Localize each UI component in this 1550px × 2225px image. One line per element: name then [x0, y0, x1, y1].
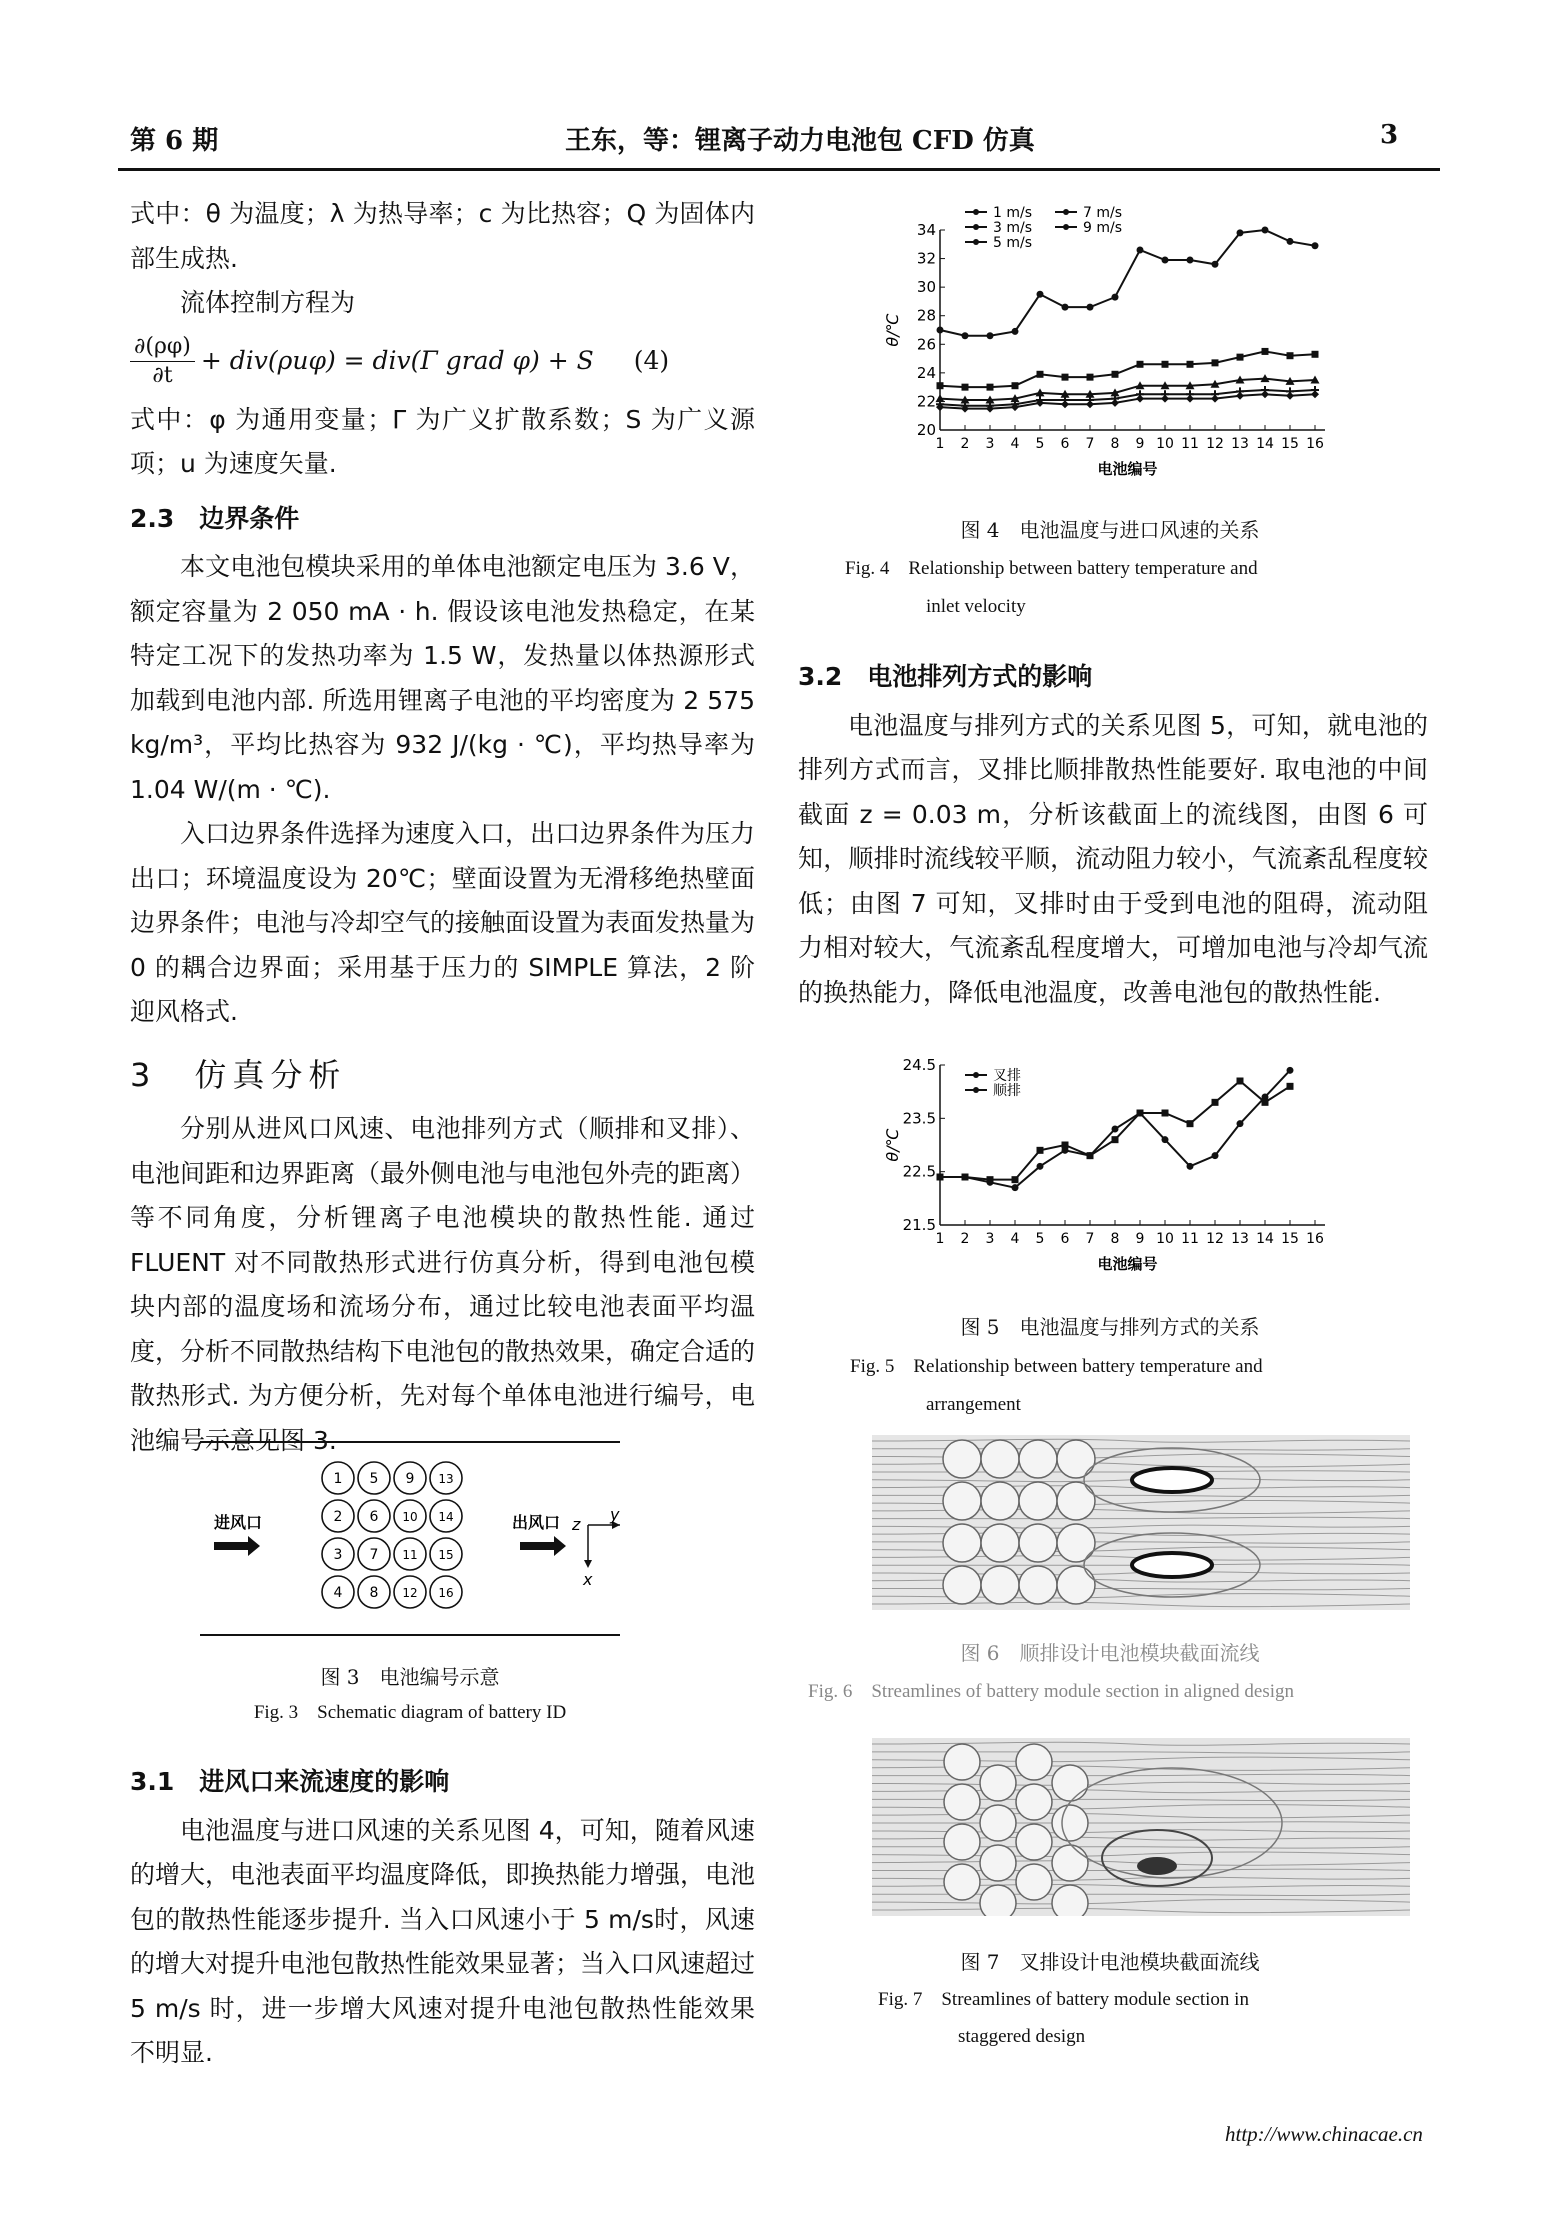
data-point: [1162, 1136, 1169, 1143]
legend-label: 叉排: [993, 1068, 1021, 1084]
y-tick-label: 28: [916, 306, 936, 325]
cell-section: [1057, 1440, 1095, 1478]
x-tick-label: 2: [960, 436, 970, 452]
data-point: [1287, 352, 1294, 359]
data-point: [1162, 1110, 1169, 1117]
fig3-schematic: [200, 1440, 620, 1640]
data-point: [1012, 1176, 1019, 1183]
y-tick-label: 21.5: [902, 1216, 936, 1234]
section-3-1: 3.1 进风口来流速度的影响: [130, 1767, 450, 1796]
cell-section: [943, 1482, 981, 1520]
data-point: [1187, 1163, 1194, 1170]
data-point: [987, 384, 994, 391]
data-point: [1086, 400, 1094, 408]
cell-section: [981, 1440, 1019, 1478]
x-tick-label: 12: [1206, 1231, 1224, 1247]
cell-section: [1057, 1524, 1095, 1562]
header-rule: [118, 168, 1440, 171]
x-tick-label: 2: [960, 1231, 970, 1247]
fig4-caption-en-2: inlet velocity: [926, 596, 1026, 617]
fig6-caption-en: Fig. 6 Streamlines of battery module section in aligned design: [808, 1681, 1294, 1702]
data-point: [1161, 395, 1169, 403]
legend-label: 7 m/s: [1083, 205, 1123, 221]
data-point: [1212, 359, 1219, 366]
x-tick-label: 3: [985, 1231, 995, 1247]
battery-cell-label-7: 7: [369, 1547, 379, 1563]
cell-section: [981, 1524, 1019, 1562]
para-boundary: 入口边界条件选择为速度入口，出口边界条件为压力出口；环境温度设为 20℃；壁面设置为无滑移绝热壁面边界条件；电池与冷却空气的接触面设置为表面发热量为 0 的耦合边界面；采用基于压力的 SIMPLE 算法，2 阶迎风格式.: [130, 819, 756, 1026]
series-line-3: [940, 390, 1315, 406]
fig3-caption-cn: 图 3 电池编号示意: [320, 1665, 500, 1689]
para-arrangement: 电池温度与排列方式的关系见图 5，可知，就电池的排列方式而言，叉排比顺排散热性能要好. 取电池的中间截面 z = 0.03 m，分析该截面上的流线图，由图 6 可知，顺排时流线较平顺，流动阻力较小，气流紊乱程度较低；由图 7 可知，叉排时由于受到电池的阻碍，流动阻力相对较大，气流紊乱程度增大，可增加电池与冷却气流的换热能力，降低电池温度，改善电池包的散热性能.: [798, 710, 1428, 1007]
fig4-caption-cn: 图 4 电池温度与进口风速的关系: [960, 518, 1260, 542]
y-axis-label: θ/℃: [883, 1128, 902, 1162]
cell-section: [980, 1765, 1016, 1801]
legend-label: 5 m/s: [993, 235, 1033, 251]
legend-marker: [973, 1087, 979, 1093]
para-fluid: 流体控制方程为: [180, 288, 356, 317]
data-point: [1212, 1099, 1219, 1106]
y-tick-label: 23.5: [902, 1109, 936, 1128]
cell-section: [944, 1744, 980, 1780]
data-point: [1087, 374, 1094, 381]
data-point: [1112, 1126, 1119, 1133]
fig3-x: x: [583, 1570, 593, 1589]
fig3-caption-en: Fig. 3 Schematic diagram of battery ID: [253, 1702, 567, 1723]
eq-label: (4): [633, 346, 670, 376]
data-point: [1037, 1147, 1044, 1154]
data-point: [962, 332, 969, 339]
para-analysis: 分别从进风口风速、电池排列方式（顺排和叉排）、电池间距和边界距离（最外侧电池与电池包外壳的距离）等不同角度，分析锂离子电池模块的散热性能. 通过 FLUENT 对不同散热形式进行仿真分析，得到电池包模块内部的温度场和流场分布，通过比较电池表面平均温度，分析不同散热结构下电池包的散热效果，确定合适的散热形式. 为方便分析，先对每个单体电池进行编号，电池编号示意见图 3.: [130, 1114, 756, 1455]
battery-cell-label-11: 11: [402, 1548, 418, 1562]
x-tick-label: 9: [1135, 436, 1145, 452]
cell-section: [980, 1885, 1016, 1916]
x-tick-label: 7: [1085, 436, 1095, 452]
eq-body: + div(ρuφ) = div(Γ grad φ) + S: [200, 346, 594, 376]
data-point: [1237, 354, 1244, 361]
cell-section: [1019, 1440, 1057, 1478]
legend-marker: [1063, 209, 1069, 215]
fig4-caption-en-1: Fig. 4 Relationship between battery temperature and: [845, 558, 1258, 579]
data-point: [962, 1174, 969, 1181]
battery-cell-label-2: 2: [333, 1509, 343, 1525]
data-point: [937, 1174, 944, 1181]
data-point: [1112, 371, 1119, 378]
cell-section: [1057, 1566, 1095, 1604]
eq-fraction: $\frac{\partial(\rho\varphi)}{\partial t}$: [130, 333, 195, 390]
data-point: [962, 384, 969, 391]
cell-section: [1016, 1824, 1052, 1860]
series-line-1: [940, 351, 1315, 387]
cell-section: [980, 1845, 1016, 1881]
data-point: [1237, 229, 1244, 236]
data-point: [1312, 242, 1319, 249]
legend-label: 1 m/s: [993, 205, 1033, 221]
data-point: [1111, 399, 1119, 407]
battery-cell-label-3: 3: [333, 1547, 343, 1563]
x-tick-label: 5: [1035, 1231, 1045, 1247]
cell-section: [943, 1566, 981, 1604]
data-point: [1037, 291, 1044, 298]
x-tick-label: 5: [1035, 436, 1045, 452]
fig4-chart: [870, 200, 1340, 500]
data-point: [987, 332, 994, 339]
cell-section: [1016, 1784, 1052, 1820]
x-tick-label: 7: [1085, 1231, 1095, 1247]
fig7-caption-en-2: staggered design: [958, 2026, 1086, 2047]
battery-cell-label-6: 6: [369, 1509, 379, 1525]
cell-section: [980, 1805, 1016, 1841]
y-tick-label: 32: [916, 249, 936, 268]
data-point: [1187, 257, 1194, 264]
data-point: [987, 1176, 994, 1183]
fig7-caption-en-1: Fig. 7 Streamlines of battery module section in: [878, 1989, 1249, 2010]
x-tick-label: 3: [985, 436, 995, 452]
y-tick-label: 34: [916, 221, 936, 239]
x-tick-label: 13: [1231, 1231, 1249, 1247]
data-point: [1287, 1083, 1294, 1090]
legend-marker: [973, 209, 979, 215]
section-3: 3 仿真分析: [130, 1055, 347, 1094]
data-point: [1087, 1152, 1094, 1159]
x-axis-label: 电池编号: [1097, 460, 1158, 478]
data-point: [1037, 1163, 1044, 1170]
y-tick-label: 20: [916, 421, 936, 439]
data-point: [1262, 348, 1269, 355]
battery-cell-label-14: 14: [438, 1510, 454, 1524]
data-point: [1311, 390, 1319, 398]
x-tick-label: 16: [1306, 436, 1324, 452]
data-point: [1187, 1120, 1194, 1127]
battery-cell-label-13: 13: [438, 1472, 454, 1486]
data-point: [937, 327, 944, 334]
data-point: [1061, 400, 1069, 408]
data-point: [1236, 392, 1244, 400]
battery-cell-label-8: 8: [369, 1585, 379, 1601]
left-column-bottom: [130, 1750, 755, 2076]
para-eq-vars: 式中：φ 为通用变量；Γ 为广义扩散系数；S 为广义源项；u 为速度矢量.: [130, 404, 755, 478]
para-variables: 式中：θ 为温度；λ 为热导率；c 为比热容；Q 为固体内部生成热.: [130, 199, 755, 273]
fig5-chart: [870, 1055, 1340, 1295]
fig6-streamlines: [872, 1435, 1410, 1610]
y-axis-label: θ/℃: [883, 313, 902, 347]
y-tick-label: 26: [916, 335, 936, 354]
x-tick-label: 15: [1281, 1231, 1299, 1247]
cell-section: [944, 1784, 980, 1820]
x-tick-label: 11: [1181, 1231, 1199, 1247]
data-point: [1062, 1142, 1069, 1149]
legend-marker: [1063, 224, 1069, 230]
x-tick-label: 13: [1231, 436, 1249, 452]
data-point: [1062, 374, 1069, 381]
data-point: [1312, 351, 1319, 358]
x-tick-label: 6: [1060, 436, 1070, 452]
data-point: [1187, 361, 1194, 368]
battery-cell-label-5: 5: [369, 1471, 379, 1487]
y-tick-label: 22.5: [902, 1162, 936, 1181]
fig6-caption-cn: 图 6 顺排设计电池模块截面流线: [960, 1641, 1260, 1665]
x-tick-label: 14: [1256, 1231, 1274, 1247]
cell-section: [1019, 1524, 1057, 1562]
data-point: [937, 382, 944, 389]
para-battery: 本文电池包模块采用的单体电池额定电压为 3.6 V，额定容量为 2 050 mA · h. 假设该电池发热稳定，在某特定工况下的发热功率为 1.5 W，发热量以体热源形式加载到电池内部. 所选用锂离子电池的平均密度为 2 575 kg/m³，平均比热容为 932 J/(kg · ℃)，平均热导率为 1.04 W/(m · ℃).: [130, 552, 755, 804]
data-point: [1137, 1110, 1144, 1117]
x-tick-label: 9: [1135, 1231, 1145, 1247]
data-point: [1237, 1078, 1244, 1085]
data-point: [1211, 395, 1219, 403]
x-tick-label: 11: [1181, 436, 1199, 452]
x-tick-label: 10: [1156, 436, 1174, 452]
fig7-streamlines: [872, 1738, 1410, 1916]
data-point: [1087, 304, 1094, 311]
x-tick-label: 16: [1306, 1231, 1324, 1247]
battery-cells: [322, 1462, 462, 1608]
fig5-caption-en-1: Fig. 5 Relationship between battery temperature and: [850, 1356, 1263, 1377]
x-tick-label: 4: [1010, 1231, 1020, 1247]
data-point: [1261, 390, 1269, 398]
x-tick-label: 1: [935, 1231, 945, 1247]
x-tick-label: 6: [1060, 1231, 1070, 1247]
left-column: [130, 192, 755, 1463]
footer-url: http://www.chinacae.cn: [1225, 2122, 1423, 2146]
data-point: [1262, 227, 1269, 234]
cell-section: [1052, 1805, 1088, 1841]
fig5-caption-cn: 图 5 电池温度与排列方式的关系: [960, 1315, 1260, 1339]
battery-cell-label-9: 9: [405, 1471, 415, 1487]
cell-section: [1052, 1765, 1088, 1801]
y-tick-label: 24: [916, 363, 936, 382]
legend-label: 3 m/s: [993, 220, 1033, 236]
data-point: [1162, 257, 1169, 264]
battery-cell-label-4: 4: [333, 1585, 343, 1601]
legend-label: 9 m/s: [1083, 220, 1123, 236]
x-tick-label: 15: [1281, 436, 1299, 452]
equation-4: [130, 326, 755, 398]
issue-number: 第 6 期: [130, 126, 219, 156]
para-velocity: 电池温度与进口风速的关系见图 4，可知，随着风速的增大，电池表面平均温度降低，即换热能力增强，电池包的散热性能逐步提升. 当入口风速小于 5 m/s时，风速的增大对提升电池包散热性能效果显著；当入口风速超过 5 m/s 时，进一步增大风速对提升电池包散热性能效果不明显.: [130, 1815, 756, 2067]
cell-section: [943, 1440, 981, 1478]
x-tick-label: 1: [935, 436, 945, 452]
cell-section: [1052, 1845, 1088, 1881]
x-tick-label: 8: [1110, 436, 1120, 452]
legend-marker: [973, 224, 979, 230]
cell-section: [943, 1524, 981, 1562]
data-point: [1212, 1152, 1219, 1159]
right-column: [798, 645, 1428, 1015]
cell-section: [1016, 1864, 1052, 1900]
data-point: [1112, 294, 1119, 301]
battery-cell-label-12: 12: [402, 1586, 418, 1600]
fig7-caption-cn: 图 7 叉排设计电池模块截面流线: [960, 1950, 1260, 1974]
data-point: [1262, 1099, 1269, 1106]
data-point: [1162, 361, 1169, 368]
cell-section: [1016, 1744, 1052, 1780]
data-point: [1137, 361, 1144, 368]
data-point: [1237, 1120, 1244, 1127]
data-point: [1037, 371, 1044, 378]
fig5-caption-en-2: arrangement: [926, 1394, 1021, 1415]
legend-marker: [973, 1072, 979, 1078]
running-title: 王东，等：锂离子动力电池包 CFD 仿真: [565, 126, 1035, 156]
cell-section: [944, 1824, 980, 1860]
cell-section: [1019, 1566, 1057, 1604]
x-tick-label: 4: [1010, 436, 1020, 452]
fig3-z: z: [572, 1515, 581, 1534]
fig3-y: y: [610, 1505, 620, 1524]
y-tick-label: 30: [916, 278, 936, 297]
page-number: 3: [1380, 120, 1399, 150]
cell-section: [981, 1566, 1019, 1604]
y-tick-label: 24.5: [902, 1056, 936, 1074]
x-tick-label: 12: [1206, 436, 1224, 452]
y-tick-label: 22: [916, 392, 936, 411]
data-point: [1186, 395, 1194, 403]
x-tick-label: 8: [1110, 1231, 1120, 1247]
data-point: [1012, 382, 1019, 389]
data-point: [1287, 1067, 1294, 1074]
legend-label: 顺排: [993, 1083, 1021, 1099]
x-tick-label: 10: [1156, 1231, 1174, 1247]
battery-cell-label-16: 16: [438, 1586, 454, 1600]
fig3-outlet-label: 出风口: [512, 1513, 561, 1532]
battery-cell-label-10: 10: [402, 1510, 418, 1524]
section-3-2: 3.2 电池排列方式的影响: [798, 662, 1093, 691]
data-point: [1137, 247, 1144, 254]
legend-marker: [973, 239, 979, 245]
battery-cell-label-1: 1: [333, 1471, 343, 1487]
cell-section: [1019, 1482, 1057, 1520]
x-axis-label: 电池编号: [1097, 1255, 1158, 1273]
cell-section: [1057, 1482, 1095, 1520]
data-point: [1062, 304, 1069, 311]
data-point: [1212, 261, 1219, 268]
data-point: [1012, 1184, 1019, 1191]
section-2-3: 2.3 边界条件: [130, 503, 300, 533]
cell-section: [944, 1864, 980, 1900]
cell-section: [1052, 1885, 1088, 1916]
data-point: [1286, 392, 1294, 400]
data-point: [1287, 238, 1294, 245]
x-tick-label: 14: [1256, 436, 1274, 452]
fig3-inlet-label: 进风口: [214, 1513, 263, 1532]
data-point: [1112, 1136, 1119, 1143]
battery-cell-label-15: 15: [438, 1548, 454, 1562]
cell-section: [981, 1482, 1019, 1520]
data-point: [1012, 328, 1019, 335]
